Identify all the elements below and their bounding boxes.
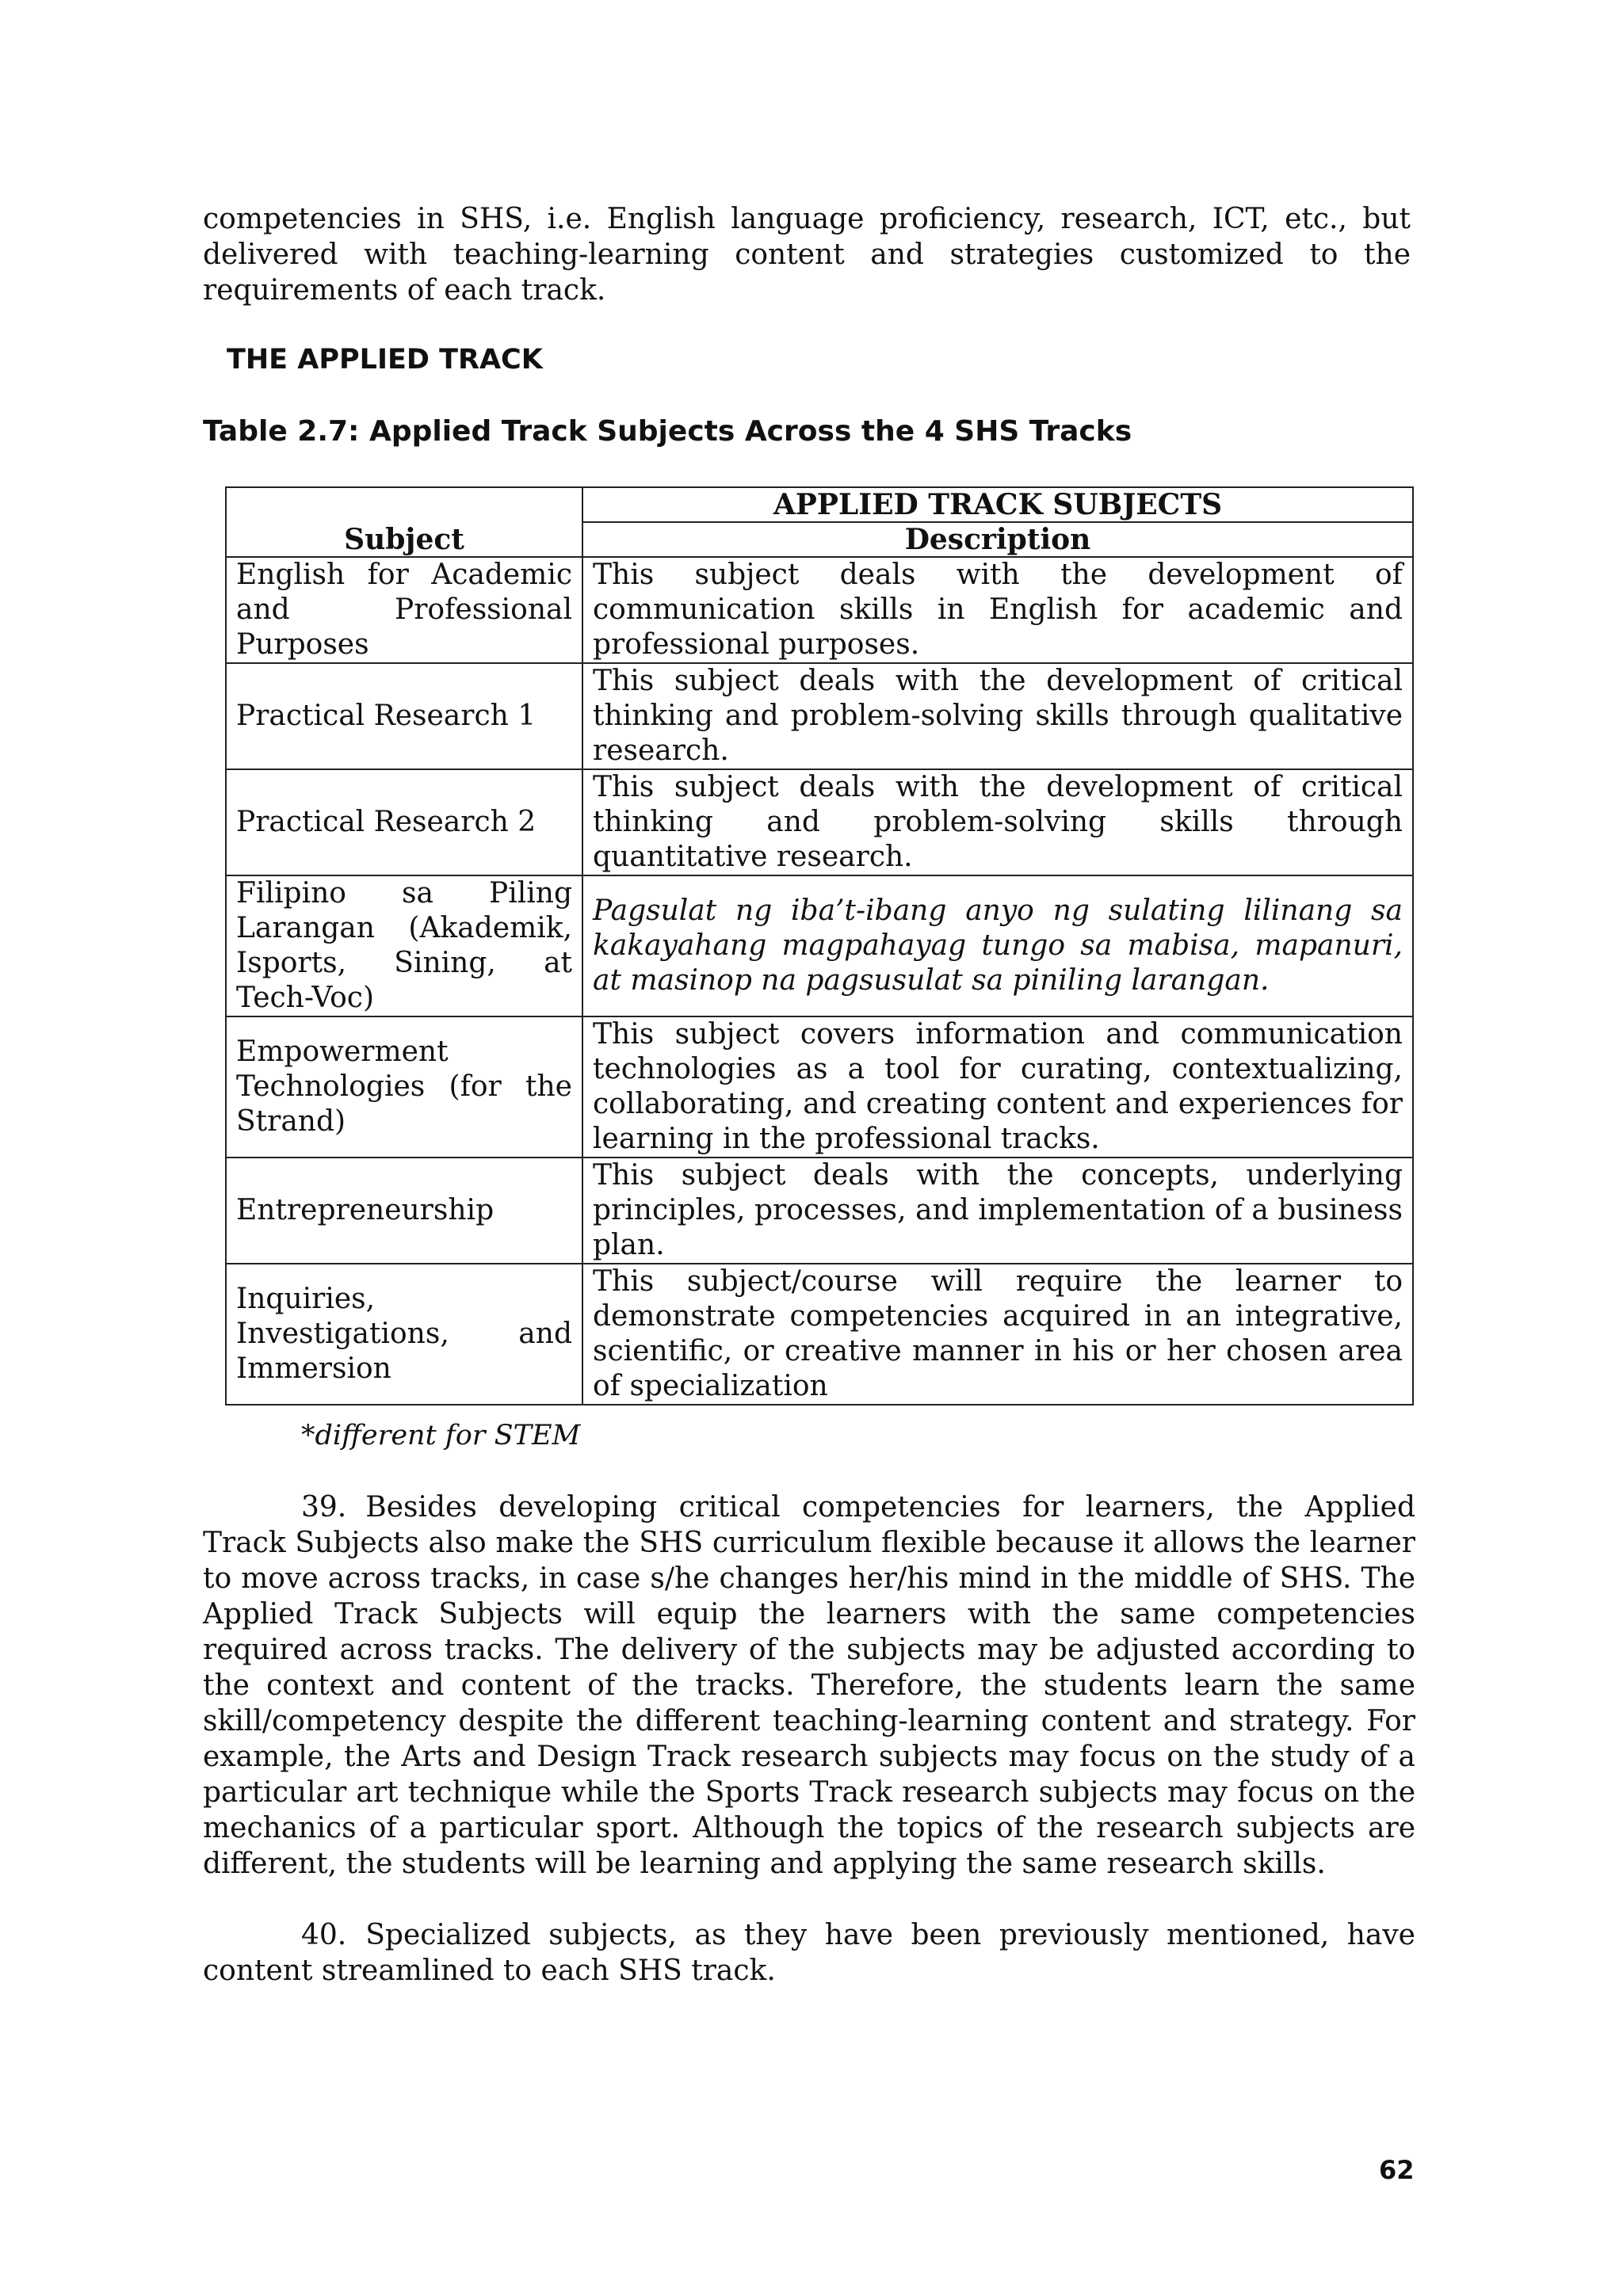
paragraph-39 xyxy=(203,1489,1415,1882)
page-number: 62 xyxy=(1379,2155,1415,2185)
table-row xyxy=(226,1158,1413,1264)
table-group-header-row xyxy=(226,487,1413,522)
table-row xyxy=(226,1016,1413,1158)
table-subject-header-spacer xyxy=(226,487,582,522)
table-row xyxy=(226,663,1413,769)
paragraph-40 xyxy=(203,1917,1415,1989)
intro-paragraph: competencies in SHS, i.e. English language proficiency, research, ICT, etc., but delivered with teaching-learning content and strategies customized to the requirements of each track. xyxy=(203,203,1411,307)
table-column-header-row xyxy=(226,522,1413,557)
paragraph-number: 40. xyxy=(301,1919,347,1951)
description-cell: This subject deals with the development of communication skills in English for academic and professional purposes. xyxy=(582,557,1413,663)
applied-track-subjects-table xyxy=(225,486,1414,1405)
subject-cell: Practical Research 2 xyxy=(226,769,582,875)
description-cell: This subject/course will require the learner to demonstrate competencies acquired in an integrative, scientific, or creative manner in his or her chosen area of specialization xyxy=(582,1264,1413,1405)
paragraph-number: 39. xyxy=(301,1491,347,1524)
subject-cell: Inquiries, Investigations, and Immersion xyxy=(226,1264,582,1405)
subject-cell: Practical Research 1 xyxy=(226,663,582,769)
description-cell: Pagsulat ng iba’t-ibang anyo ng sulating lilinang sa kakayahang magpahayag tungo sa mabisa, mapanuri, at masinop na pagsusulat sa piniling larangan. xyxy=(582,875,1413,1016)
table-row xyxy=(226,875,1413,1016)
table-group-header: APPLIED TRACK SUBJECTS xyxy=(582,487,1413,522)
table-footnote: *different for STEM xyxy=(301,1420,581,1451)
subject-cell: Entrepreneurship xyxy=(226,1158,582,1264)
table-row xyxy=(226,769,1413,875)
paragraph-text: Specialized subjects, as they have been previously mentioned, have content streamlined to each SHS track. xyxy=(203,1919,1415,1987)
description-cell: This subject deals with the development of critical thinking and problem-solving skills through quantitative research. xyxy=(582,769,1413,875)
paragraph-text: Besides developing critical competencies for learners, the Applied Track Subjects also make the SHS curriculum flexible because it allows the learner to move across tracks, in case s/he changes her/his mind in the middle of SHS. The Applied Track Subjects will equip the learners with the same competencies required across tracks. The delivery of the subjects may be adjusted according to the context and content of the tracks. Therefore, the students learn the same skill/competency despite the different teaching-learning content and strategy. For example, the Arts and Design Track research subjects may focus on the study of a particular art technique while the Sports Track research subjects may focus on the mechanics of a particular sport. Although the topics of the research subjects are different, the students will be learning and applying the same research skills. xyxy=(203,1491,1415,1880)
column-header-description: Description xyxy=(582,522,1413,557)
description-cell: This subject covers information and communication technologies as a tool for curating, contextualizing, collaborating, and creating content and experiences for learning in the professional tracks. xyxy=(582,1016,1413,1158)
column-header-subject: Subject xyxy=(226,522,582,557)
subject-cell: English for Academic and Professional Purposes xyxy=(226,557,582,663)
table-caption: Table 2.7: Applied Track Subjects Across the 4 SHS Tracks xyxy=(203,415,1132,448)
description-cell: This subject deals with the concepts, underlying principles, processes, and implementation of a business plan. xyxy=(582,1158,1413,1264)
subject-cell: Filipino sa Piling Larangan (Akademik, Isports, Sining, at Tech-Voc) xyxy=(226,875,582,1016)
section-heading: THE APPLIED TRACK xyxy=(227,344,543,376)
subject-cell: Empowerment Technologies (for the Strand) xyxy=(226,1016,582,1158)
description-cell: This subject deals with the development of critical thinking and problem-solving skills through qualitative research. xyxy=(582,663,1413,769)
table-row xyxy=(226,557,1413,663)
table-row xyxy=(226,1264,1413,1405)
